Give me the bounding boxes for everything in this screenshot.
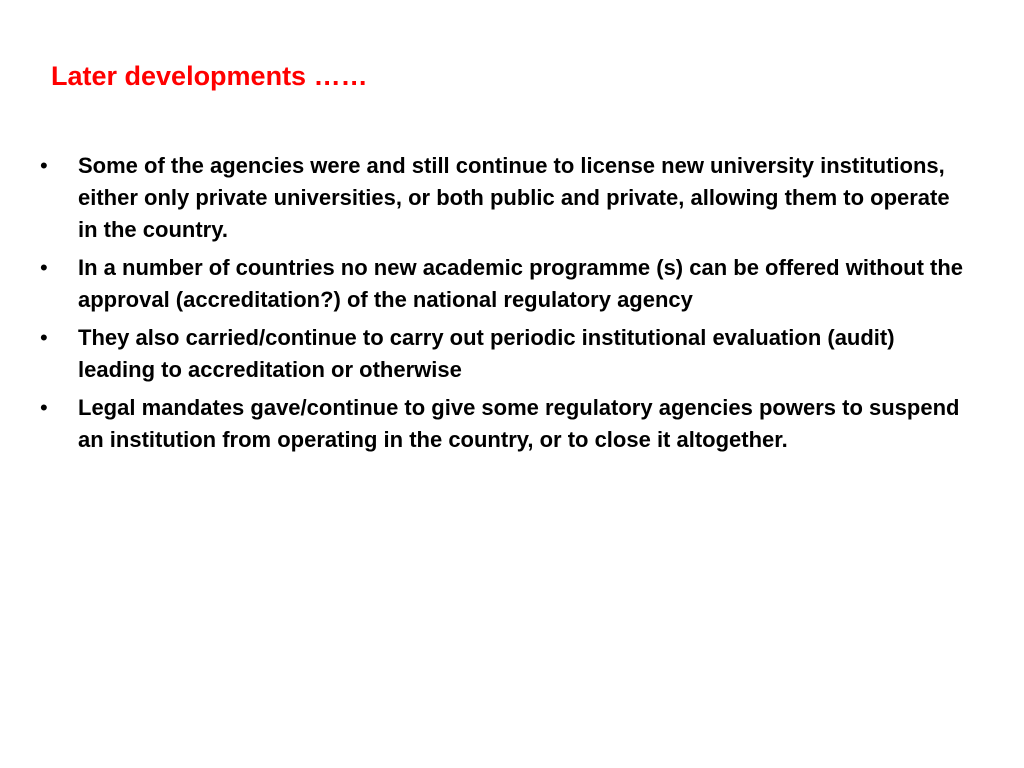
bullet-icon: • <box>40 153 48 178</box>
bullet-list <box>40 150 975 462</box>
slide-title: Later developments …… <box>51 61 368 91</box>
bullet-icon: • <box>40 325 48 350</box>
bullet-item <box>40 392 975 456</box>
bullet-item <box>40 150 975 246</box>
bullet-icon: • <box>40 255 48 280</box>
bullet-item <box>40 252 975 316</box>
bullet-text: Some of the agencies were and still continue to license new university institutions, either only private universities, or both public and private, allowing them to operate in the country. <box>78 153 950 242</box>
bullet-icon: • <box>40 395 48 420</box>
bullet-text: In a number of countries no new academic programme (s) can be offered without the approval (accreditation?) of the national regulatory agency <box>78 255 964 312</box>
bullet-text: Legal mandates gave/continue to give some regulatory agencies powers to suspend an institution from operating in the country, or to close it altogether. <box>78 395 960 452</box>
bullet-text: They also carried/continue to carry out periodic institutional evaluation (audit) leading to accreditation or otherwise <box>78 325 895 382</box>
bullet-item <box>40 322 975 386</box>
